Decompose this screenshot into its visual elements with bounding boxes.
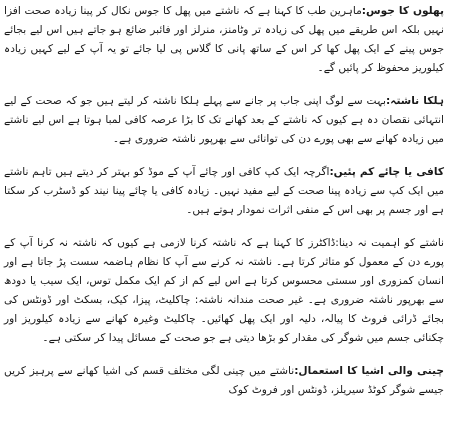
- paragraph-text: ماہرین طب کا کہنا ہے کہ ناشتے میں پھل کا جوس نکال کر پینا زیادہ صحت افزا نہیں بلکہ اس طریقے میں پھل کی زیادہ تر وٹامنز، منرلز اور فائبر ضائع ہو جاتے ہیں اس لیے بجائے جوس پینے کے ایک پھل کھا کر اس کے ساتھ پانی کا گلاس پی لیا جائے تو یہ آپ کے لیے کہیں زیادہ کیلوریز محفوظ کر پائیں گے۔: [4, 5, 444, 74]
- paragraph-heading: ہلکا ناشتہ:: [386, 95, 444, 107]
- paragraph-fruit-juice: [4, 2, 444, 78]
- paragraph-heading: چینی والی اشیا کا استعمال:: [294, 365, 444, 377]
- paragraph-text: اگرچہ ایک کپ کافی اور چائے آپ کے موڈ کو بہتر کر دیتے ہیں تاہم ناشتے میں ایک کپ سے زیادہ پینا صحت کے لیے مفید نہیں۔ زیادہ کافی یا چائے پینا نیند کو ڈسٹرب کر سکتا ہے اور جسم پر بھی اس کے منفی اثرات نمودار ہوتے ہیں۔: [4, 166, 444, 216]
- paragraph-text: ناشتے کو اہمیت نہ دینا:ڈاکٹرز کا کہنا ہے کہ ناشتہ کرنا لازمی ہے کیوں کہ ناشتہ نہ کرنا آپ کے پورے دن کے معمول کو متاثر کرتا ہے۔ ناشتہ نہ کرنے سے آپ کا نظام ہاضمہ سست پڑ جاتا ہے اور انسان کمزوری اور سستی محسوس کرتا ہے اس لیے کم از کم ایک مکمل توس، ایک سیب یا دودھ سے بھرپور ناشتہ ضروری ہے۔ غیر صحت مندانہ ناشتہ: چاکلیٹ، پیزا، کیک، بسکٹ اور ڈونٹس کی بجائے ڈرائی فروٹ کا پیالہ، دلیہ اور ایک پھل کھائیں۔ چاکلیٹ وغیرہ کھانے سے زیادہ کیلوریز اور چکنائی جسم میں شوگر کی مقدار کو بڑھا دیتی ہے جو صحت کے مسائل پیدا کر سکتی ہے۔: [4, 237, 444, 344]
- paragraph-less-coffee-tea: [4, 163, 444, 220]
- paragraph-sugary-items: [4, 362, 444, 400]
- paragraph-heading: کافی یا چائے کم پئیں:: [329, 166, 444, 178]
- paragraph-heading: پھلوں کا جوس:: [361, 5, 444, 17]
- paragraph-text: ناشتے میں چینی لگی مختلف قسم کی اشیا کھانے سے پرہیز کریں جیسے شوگر کوٹڈ سیریلز، ڈونٹس اور فروٹ کوک: [4, 365, 444, 396]
- paragraph-text: بہت سے لوگ اپنی جاب پر جانے سے پہلے ہلکا ناشتہ کر لیتے ہیں جو کہ صحت کے لیے انتہائی نقصان دہ ہے کیوں کہ ناشتے کے بعد کھانے تک کا بڑا عرصہ کافی لمبا ہوتا ہے اس لیے ناشتے میں زیادہ کھانے سے بھی پورے دن کی توانائی سے بھرپور ناشتہ ضروری ہے۔: [4, 95, 444, 145]
- paragraph-light-breakfast: [4, 92, 444, 149]
- paragraph-skipping-breakfast: [4, 234, 444, 348]
